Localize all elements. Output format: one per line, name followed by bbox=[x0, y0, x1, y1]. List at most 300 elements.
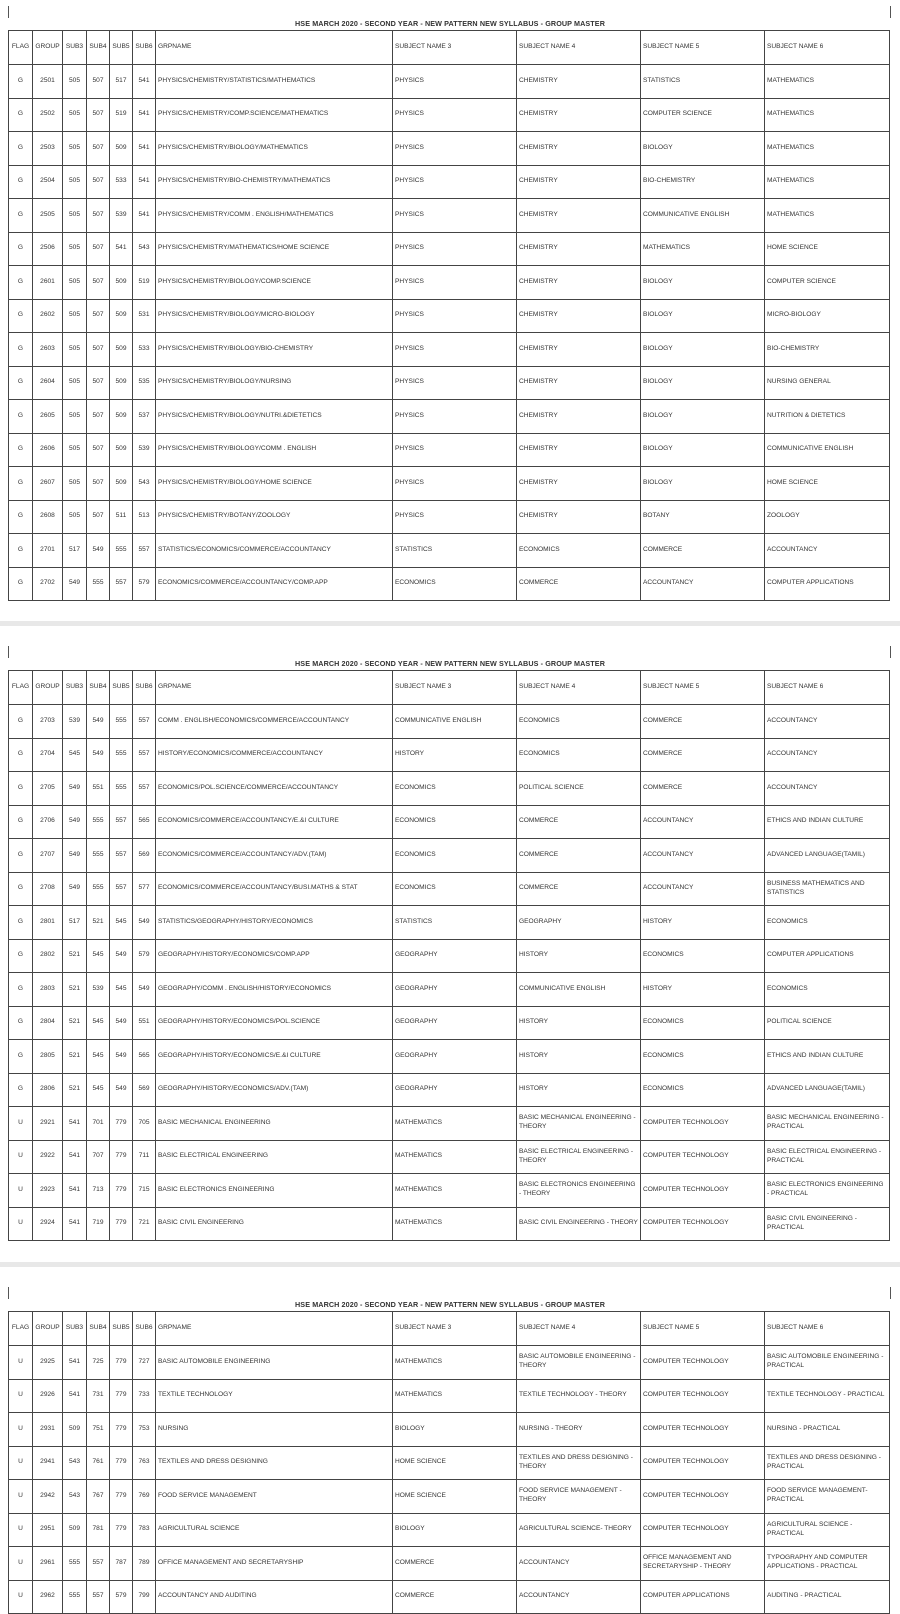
cell-sub5: 511 bbox=[110, 500, 133, 534]
cell-flag: G bbox=[9, 366, 33, 400]
cell-sub5: 779 bbox=[110, 1413, 133, 1447]
cell-flag: G bbox=[9, 939, 33, 973]
cell-subject-name-3: GEOGRAPHY bbox=[393, 973, 517, 1007]
column-header-subject-name-5: SUBJECT NAME 5 bbox=[641, 671, 765, 705]
table-row bbox=[9, 366, 890, 400]
cell-flag: G bbox=[9, 132, 33, 166]
table-row bbox=[9, 1073, 890, 1107]
table-row bbox=[9, 772, 890, 806]
cell-sub3: 541 bbox=[63, 1140, 87, 1174]
cell-subject-name-5: COMMERCE bbox=[641, 534, 765, 568]
cell-group: 2802 bbox=[33, 939, 63, 973]
cell-flag: U bbox=[9, 1207, 33, 1241]
cell-sub5: 557 bbox=[110, 839, 133, 873]
cell-subject-name-6: MATHEMATICS bbox=[765, 65, 890, 99]
cell-flag: U bbox=[9, 1480, 33, 1514]
cell-sub3: 521 bbox=[63, 973, 87, 1007]
cell-sub5: 555 bbox=[110, 705, 133, 739]
cell-sub3: 549 bbox=[63, 872, 87, 906]
table-header-row bbox=[9, 1312, 890, 1346]
column-header-sub5: SUB5 bbox=[110, 671, 133, 705]
cell-subject-name-4: BASIC CIVIL ENGINEERING - THEORY bbox=[517, 1207, 641, 1241]
cell-sub5: 557 bbox=[110, 872, 133, 906]
cell-subject-name-6: COMMUNICATIVE ENGLISH bbox=[765, 433, 890, 467]
cell-group: 2706 bbox=[33, 805, 63, 839]
cell-flag: G bbox=[9, 973, 33, 1007]
table-row bbox=[9, 939, 890, 973]
cell-sub4: 507 bbox=[87, 132, 110, 166]
cell-sub3: 517 bbox=[63, 534, 87, 568]
cell-subject-name-5: BIOLOGY bbox=[641, 299, 765, 333]
column-header-sub3: SUB3 bbox=[63, 1312, 87, 1346]
cell-flag: U bbox=[9, 1140, 33, 1174]
cell-sub3: 505 bbox=[63, 266, 87, 300]
cell-subject-name-5: BIOLOGY bbox=[641, 333, 765, 367]
cell-subject-name-5: COMPUTER TECHNOLOGY bbox=[641, 1346, 765, 1380]
cell-sub4: 545 bbox=[87, 1040, 110, 1074]
table-row bbox=[9, 906, 890, 940]
cell-sub4: 507 bbox=[87, 366, 110, 400]
cell-sub4: 507 bbox=[87, 467, 110, 501]
cell-sub6: 569 bbox=[133, 1073, 156, 1107]
cell-subject-name-4: CHEMISTRY bbox=[517, 199, 641, 233]
cell-subject-name-4: ACCOUNTANCY bbox=[517, 1547, 641, 1581]
cell-flag: G bbox=[9, 333, 33, 367]
cell-subject-name-5: ECONOMICS bbox=[641, 1006, 765, 1040]
cell-group: 2703 bbox=[33, 705, 63, 739]
cell-group: 2951 bbox=[33, 1513, 63, 1547]
cell-flag: G bbox=[9, 199, 33, 233]
cell-sub4: 545 bbox=[87, 1006, 110, 1040]
cell-subject-name-5: ACCOUNTANCY bbox=[641, 805, 765, 839]
column-header-sub3: SUB3 bbox=[63, 671, 87, 705]
cell-group: 2501 bbox=[33, 65, 63, 99]
column-header-grpname: GRPNAME bbox=[156, 671, 393, 705]
cell-subject-name-4: CHEMISTRY bbox=[517, 132, 641, 166]
cell-subject-name-4: HISTORY bbox=[517, 939, 641, 973]
cell-subject-name-4: CHEMISTRY bbox=[517, 65, 641, 99]
table-header-row bbox=[9, 31, 890, 65]
cell-subject-name-6: NUTRITION & DIETETICS bbox=[765, 400, 890, 434]
cell-subject-name-3: GEOGRAPHY bbox=[393, 1040, 517, 1074]
cell-subject-name-4: CHEMISTRY bbox=[517, 433, 641, 467]
table-row bbox=[9, 1379, 890, 1413]
cell-group: 2922 bbox=[33, 1140, 63, 1174]
cell-group: 2701 bbox=[33, 534, 63, 568]
cell-subject-name-3: MATHEMATICS bbox=[393, 1140, 517, 1174]
cell-sub4: 507 bbox=[87, 400, 110, 434]
cell-sub5: 545 bbox=[110, 906, 133, 940]
cell-group: 2503 bbox=[33, 132, 63, 166]
cell-sub6: 513 bbox=[133, 500, 156, 534]
cell-sub3: 517 bbox=[63, 906, 87, 940]
cell-subject-name-5: ECONOMICS bbox=[641, 1073, 765, 1107]
cell-subject-name-3: COMMUNICATIVE ENGLISH bbox=[393, 705, 517, 739]
cell-grpname: ECONOMICS/COMMERCE/ACCOUNTANCY/E.&I CULTURE bbox=[156, 805, 393, 839]
cell-sub5: 779 bbox=[110, 1446, 133, 1480]
cell-subject-name-5: COMPUTER TECHNOLOGY bbox=[641, 1513, 765, 1547]
cell-sub6: 557 bbox=[133, 534, 156, 568]
column-header-grpname: GRPNAME bbox=[156, 31, 393, 65]
cell-sub5: 549 bbox=[110, 1040, 133, 1074]
cell-group: 2702 bbox=[33, 567, 63, 601]
column-header-grpname: GRPNAME bbox=[156, 1312, 393, 1346]
cell-flag: G bbox=[9, 1073, 33, 1107]
cell-sub3: 549 bbox=[63, 839, 87, 873]
cell-flag: G bbox=[9, 433, 33, 467]
table-row bbox=[9, 1513, 890, 1547]
table-row bbox=[9, 567, 890, 601]
cell-sub6: 733 bbox=[133, 1379, 156, 1413]
cell-group: 2806 bbox=[33, 1073, 63, 1107]
cell-sub4: 761 bbox=[87, 1446, 110, 1480]
cell-subject-name-6: ECONOMICS bbox=[765, 906, 890, 940]
cell-grpname: BASIC MECHANICAL ENGINEERING bbox=[156, 1107, 393, 1141]
table-row bbox=[9, 973, 890, 1007]
cell-grpname: PHYSICS/CHEMISTRY/COMP.SCIENCE/MATHEMATICS bbox=[156, 98, 393, 132]
cell-grpname: PHYSICS/CHEMISTRY/BIOLOGY/MATHEMATICS bbox=[156, 132, 393, 166]
cell-flag: U bbox=[9, 1580, 33, 1614]
cell-sub6: 549 bbox=[133, 973, 156, 1007]
cell-sub3: 505 bbox=[63, 132, 87, 166]
cell-sub6: 577 bbox=[133, 872, 156, 906]
cell-sub5: 555 bbox=[110, 772, 133, 806]
cell-subject-name-6: NURSING GENERAL bbox=[765, 366, 890, 400]
table-row bbox=[9, 1480, 890, 1514]
cell-subject-name-3: BIOLOGY bbox=[393, 1413, 517, 1447]
cell-subject-name-5: COMPUTER TECHNOLOGY bbox=[641, 1379, 765, 1413]
cell-flag: U bbox=[9, 1413, 33, 1447]
cell-sub6: 715 bbox=[133, 1174, 156, 1208]
cell-sub3: 505 bbox=[63, 366, 87, 400]
column-header-subject-name-5: SUBJECT NAME 5 bbox=[641, 1312, 765, 1346]
cell-grpname: ACCOUNTANCY AND AUDITING bbox=[156, 1580, 393, 1614]
cell-subject-name-3: ECONOMICS bbox=[393, 772, 517, 806]
cell-sub4: 507 bbox=[87, 199, 110, 233]
cell-sub6: 565 bbox=[133, 1040, 156, 1074]
column-header-sub5: SUB5 bbox=[110, 31, 133, 65]
document-page-1 bbox=[0, 0, 900, 620]
cell-subject-name-6: ADVANCED LANGUAGE(TAMIL) bbox=[765, 1073, 890, 1107]
cell-sub6: 565 bbox=[133, 805, 156, 839]
page-title: HSE MARCH 2020 - SECOND YEAR - NEW PATTERN NEW SYLLABUS - GROUP MASTER bbox=[295, 1300, 605, 1309]
cell-sub5: 509 bbox=[110, 266, 133, 300]
cell-sub3: 555 bbox=[63, 1580, 87, 1614]
cell-subject-name-6: TEXTILE TECHNOLOGY - PRACTICAL bbox=[765, 1379, 890, 1413]
cell-subject-name-3: STATISTICS bbox=[393, 906, 517, 940]
table-row bbox=[9, 1207, 890, 1241]
cell-flag: G bbox=[9, 500, 33, 534]
cell-subject-name-6: MATHEMATICS bbox=[765, 98, 890, 132]
table-row bbox=[9, 400, 890, 434]
cell-subject-name-5: BIOLOGY bbox=[641, 132, 765, 166]
column-header-subject-name-4: SUBJECT NAME 4 bbox=[517, 1312, 641, 1346]
cell-subject-name-6: POLITICAL SCIENCE bbox=[765, 1006, 890, 1040]
cell-subject-name-3: PHYSICS bbox=[393, 165, 517, 199]
cell-subject-name-6: COMPUTER APPLICATIONS bbox=[765, 567, 890, 601]
cell-group: 2926 bbox=[33, 1379, 63, 1413]
page-separator bbox=[0, 621, 900, 626]
table-row bbox=[9, 433, 890, 467]
cell-subject-name-3: GEOGRAPHY bbox=[393, 939, 517, 973]
table-row bbox=[9, 1040, 890, 1074]
cell-grpname: PHYSICS/CHEMISTRY/BIOLOGY/MICRO-BIOLOGY bbox=[156, 299, 393, 333]
cell-group: 2502 bbox=[33, 98, 63, 132]
cell-sub5: 545 bbox=[110, 973, 133, 1007]
cell-grpname: AGRICULTURAL SCIENCE bbox=[156, 1513, 393, 1547]
cell-sub5: 779 bbox=[110, 1107, 133, 1141]
cell-subject-name-4: COMMERCE bbox=[517, 567, 641, 601]
cell-group: 2708 bbox=[33, 872, 63, 906]
column-header-flag: FLAG bbox=[9, 31, 33, 65]
cell-sub6: 753 bbox=[133, 1413, 156, 1447]
cell-sub3: 543 bbox=[63, 1446, 87, 1480]
cell-sub6: 551 bbox=[133, 1006, 156, 1040]
cell-subject-name-4: HISTORY bbox=[517, 1040, 641, 1074]
table-row bbox=[9, 1346, 890, 1380]
cell-subject-name-3: BIOLOGY bbox=[393, 1513, 517, 1547]
cell-sub3: 505 bbox=[63, 500, 87, 534]
cell-subject-name-5: HISTORY bbox=[641, 973, 765, 1007]
cell-grpname: PHYSICS/CHEMISTRY/BIOLOGY/BIO-CHEMISTRY bbox=[156, 333, 393, 367]
cell-sub6: 763 bbox=[133, 1446, 156, 1480]
cell-subject-name-6: BASIC ELECTRONICS ENGINEERING - PRACTICAL bbox=[765, 1174, 890, 1208]
cell-sub3: 509 bbox=[63, 1413, 87, 1447]
cell-subject-name-6: ADVANCED LANGUAGE(TAMIL) bbox=[765, 839, 890, 873]
cell-subject-name-5: ECONOMICS bbox=[641, 939, 765, 973]
cell-subject-name-6: TYPOGRAPHY AND COMPUTER APPLICATIONS - PRACTICAL bbox=[765, 1547, 890, 1581]
cell-sub5: 509 bbox=[110, 366, 133, 400]
cell-group: 2941 bbox=[33, 1446, 63, 1480]
cell-subject-name-4: TEXTILES AND DRESS DESIGNING - THEORY bbox=[517, 1446, 641, 1480]
cell-sub6: 705 bbox=[133, 1107, 156, 1141]
cell-sub4: 551 bbox=[87, 772, 110, 806]
cell-grpname: PHYSICS/CHEMISTRY/BIOLOGY/NURSING bbox=[156, 366, 393, 400]
cell-sub4: 507 bbox=[87, 165, 110, 199]
cell-sub6: 579 bbox=[133, 567, 156, 601]
cell-subject-name-5: ACCOUNTANCY bbox=[641, 839, 765, 873]
cell-subject-name-6: FOOD SERVICE MANAGEMENT- PRACTICAL bbox=[765, 1480, 890, 1514]
table-row bbox=[9, 132, 890, 166]
cell-subject-name-6: COMPUTER SCIENCE bbox=[765, 266, 890, 300]
cell-sub6: 557 bbox=[133, 705, 156, 739]
cell-subject-name-6: COMPUTER APPLICATIONS bbox=[765, 939, 890, 973]
table-row bbox=[9, 872, 890, 906]
cell-sub6: 769 bbox=[133, 1480, 156, 1514]
cell-subject-name-6: NURSING - PRACTICAL bbox=[765, 1413, 890, 1447]
column-header-sub6: SUB6 bbox=[133, 1312, 156, 1346]
cell-subject-name-5: COMPUTER SCIENCE bbox=[641, 98, 765, 132]
page-frame bbox=[8, 646, 891, 658]
cell-grpname: PHYSICS/CHEMISTRY/BIOLOGY/HOME SCIENCE bbox=[156, 467, 393, 501]
cell-sub4: 731 bbox=[87, 1379, 110, 1413]
page-separator bbox=[0, 1262, 900, 1267]
cell-grpname: GEOGRAPHY/HISTORY/ECONOMICS/E.&I CULTURE bbox=[156, 1040, 393, 1074]
cell-sub3: 505 bbox=[63, 400, 87, 434]
cell-subject-name-4: COMMUNICATIVE ENGLISH bbox=[517, 973, 641, 1007]
cell-group: 2607 bbox=[33, 467, 63, 501]
cell-group: 2803 bbox=[33, 973, 63, 1007]
cell-sub5: 779 bbox=[110, 1513, 133, 1547]
column-header-group: GROUP bbox=[33, 671, 63, 705]
cell-sub6: 541 bbox=[133, 165, 156, 199]
cell-flag: G bbox=[9, 872, 33, 906]
cell-sub3: 541 bbox=[63, 1174, 87, 1208]
cell-sub4: 555 bbox=[87, 872, 110, 906]
cell-grpname: PHYSICS/CHEMISTRY/BIO-CHEMISTRY/MATHEMATICS bbox=[156, 165, 393, 199]
cell-sub4: 507 bbox=[87, 266, 110, 300]
cell-subject-name-4: CHEMISTRY bbox=[517, 333, 641, 367]
cell-subject-name-6: HOME SCIENCE bbox=[765, 232, 890, 266]
cell-subject-name-6: MATHEMATICS bbox=[765, 165, 890, 199]
cell-sub6: 727 bbox=[133, 1346, 156, 1380]
cell-sub4: 751 bbox=[87, 1413, 110, 1447]
cell-subject-name-4: BASIC AUTOMOBILE ENGINEERING - THEORY bbox=[517, 1346, 641, 1380]
cell-subject-name-5: BIOLOGY bbox=[641, 467, 765, 501]
cell-grpname: PHYSICS/CHEMISTRY/BIOLOGY/COMP.SCIENCE bbox=[156, 266, 393, 300]
cell-sub5: 509 bbox=[110, 433, 133, 467]
cell-sub4: 507 bbox=[87, 299, 110, 333]
column-header-subject-name-3: SUBJECT NAME 3 bbox=[393, 1312, 517, 1346]
cell-subject-name-6: MATHEMATICS bbox=[765, 132, 890, 166]
table-row bbox=[9, 333, 890, 367]
cell-flag: G bbox=[9, 165, 33, 199]
cell-subject-name-6: AUDITING - PRACTICAL bbox=[765, 1580, 890, 1614]
cell-subject-name-5: COMPUTER TECHNOLOGY bbox=[641, 1413, 765, 1447]
cell-subject-name-5: COMPUTER TECHNOLOGY bbox=[641, 1446, 765, 1480]
cell-flag: G bbox=[9, 772, 33, 806]
cell-subject-name-3: MATHEMATICS bbox=[393, 1346, 517, 1380]
cell-subject-name-3: ECONOMICS bbox=[393, 839, 517, 873]
cell-sub3: 521 bbox=[63, 939, 87, 973]
table-row bbox=[9, 165, 890, 199]
cell-subject-name-3: COMMERCE bbox=[393, 1580, 517, 1614]
cell-subject-name-3: COMMERCE bbox=[393, 1547, 517, 1581]
cell-subject-name-3: HOME SCIENCE bbox=[393, 1446, 517, 1480]
cell-sub3: 505 bbox=[63, 65, 87, 99]
column-header-group: GROUP bbox=[33, 1312, 63, 1346]
table-row bbox=[9, 738, 890, 772]
cell-sub5: 509 bbox=[110, 132, 133, 166]
cell-group: 2608 bbox=[33, 500, 63, 534]
cell-subject-name-4: ECONOMICS bbox=[517, 738, 641, 772]
cell-group: 2603 bbox=[33, 333, 63, 367]
cell-flag: G bbox=[9, 906, 33, 940]
table-row bbox=[9, 1107, 890, 1141]
table-row bbox=[9, 534, 890, 568]
table-row bbox=[9, 839, 890, 873]
table-row bbox=[9, 1140, 890, 1174]
cell-flag: G bbox=[9, 467, 33, 501]
table-row bbox=[9, 1446, 890, 1480]
column-header-sub4: SUB4 bbox=[87, 31, 110, 65]
cell-flag: G bbox=[9, 705, 33, 739]
cell-group: 2505 bbox=[33, 199, 63, 233]
cell-grpname: HISTORY/ECONOMICS/COMMERCE/ACCOUNTANCY bbox=[156, 738, 393, 772]
table-row bbox=[9, 232, 890, 266]
column-header-subject-name-4: SUBJECT NAME 4 bbox=[517, 31, 641, 65]
cell-group: 2961 bbox=[33, 1547, 63, 1581]
cell-subject-name-3: GEOGRAPHY bbox=[393, 1073, 517, 1107]
cell-group: 2601 bbox=[33, 266, 63, 300]
column-header-flag: FLAG bbox=[9, 671, 33, 705]
cell-subject-name-4: CHEMISTRY bbox=[517, 467, 641, 501]
cell-subject-name-6: ZOOLOGY bbox=[765, 500, 890, 534]
cell-sub5: 555 bbox=[110, 534, 133, 568]
cell-subject-name-6: ECONOMICS bbox=[765, 973, 890, 1007]
cell-subject-name-6: BASIC AUTOMOBILE ENGINEERING - PRACTICAL bbox=[765, 1346, 890, 1380]
cell-subject-name-5: COMPUTER TECHNOLOGY bbox=[641, 1107, 765, 1141]
cell-sub5: 517 bbox=[110, 65, 133, 99]
cell-sub5: 787 bbox=[110, 1547, 133, 1581]
cell-subject-name-3: MATHEMATICS bbox=[393, 1174, 517, 1208]
cell-sub6: 541 bbox=[133, 98, 156, 132]
cell-subject-name-6: MICRO-BIOLOGY bbox=[765, 299, 890, 333]
cell-group: 2605 bbox=[33, 400, 63, 434]
cell-group: 2705 bbox=[33, 772, 63, 806]
cell-subject-name-3: MATHEMATICS bbox=[393, 1379, 517, 1413]
cell-subject-name-3: PHYSICS bbox=[393, 433, 517, 467]
cell-group: 2704 bbox=[33, 738, 63, 772]
cell-group: 2606 bbox=[33, 433, 63, 467]
cell-sub5: 519 bbox=[110, 98, 133, 132]
cell-sub6: 539 bbox=[133, 433, 156, 467]
cell-subject-name-6: TEXTILES AND DRESS DESIGNING - PRACTICAL bbox=[765, 1446, 890, 1480]
table-row bbox=[9, 1006, 890, 1040]
cell-grpname: PHYSICS/CHEMISTRY/BIOLOGY/NUTRI.&DIETETICS bbox=[156, 400, 393, 434]
cell-sub4: 507 bbox=[87, 433, 110, 467]
table-row bbox=[9, 266, 890, 300]
page-title: HSE MARCH 2020 - SECOND YEAR - NEW PATTERN NEW SYLLABUS - GROUP MASTER bbox=[295, 19, 605, 28]
cell-flag: G bbox=[9, 1040, 33, 1074]
cell-sub3: 505 bbox=[63, 333, 87, 367]
cell-subject-name-5: COMPUTER TECHNOLOGY bbox=[641, 1480, 765, 1514]
cell-subject-name-3: GEOGRAPHY bbox=[393, 1006, 517, 1040]
cell-grpname: GEOGRAPHY/HISTORY/ECONOMICS/ADV.(TAM) bbox=[156, 1073, 393, 1107]
cell-sub3: 539 bbox=[63, 705, 87, 739]
cell-grpname: BASIC AUTOMOBILE ENGINEERING bbox=[156, 1346, 393, 1380]
cell-subject-name-6: BASIC MECHANICAL ENGINEERING - PRACTICAL bbox=[765, 1107, 890, 1141]
cell-sub4: 507 bbox=[87, 333, 110, 367]
cell-group: 2942 bbox=[33, 1480, 63, 1514]
cell-sub6: 533 bbox=[133, 333, 156, 367]
cell-grpname: NURSING bbox=[156, 1413, 393, 1447]
cell-subject-name-3: HOME SCIENCE bbox=[393, 1480, 517, 1514]
cell-sub3: 521 bbox=[63, 1073, 87, 1107]
table-row bbox=[9, 98, 890, 132]
cell-subject-name-4: CHEMISTRY bbox=[517, 400, 641, 434]
cell-subject-name-5: COMPUTER APPLICATIONS bbox=[641, 1580, 765, 1614]
cell-subject-name-5: STATISTICS bbox=[641, 65, 765, 99]
cell-sub6: 557 bbox=[133, 738, 156, 772]
column-header-subject-name-4: SUBJECT NAME 4 bbox=[517, 671, 641, 705]
cell-sub4: 507 bbox=[87, 65, 110, 99]
cell-subject-name-6: ACCOUNTANCY bbox=[765, 705, 890, 739]
cell-subject-name-4: CHEMISTRY bbox=[517, 165, 641, 199]
cell-subject-name-6: AGRICULTURAL SCIENCE - PRACTICAL bbox=[765, 1513, 890, 1547]
cell-sub3: 541 bbox=[63, 1379, 87, 1413]
cell-subject-name-4: BASIC ELECTRICAL ENGINEERING - THEORY bbox=[517, 1140, 641, 1174]
cell-subject-name-3: MATHEMATICS bbox=[393, 1107, 517, 1141]
cell-sub3: 549 bbox=[63, 805, 87, 839]
cell-sub4: 545 bbox=[87, 1073, 110, 1107]
cell-subject-name-4: COMMERCE bbox=[517, 839, 641, 873]
cell-subject-name-3: PHYSICS bbox=[393, 400, 517, 434]
cell-sub5: 539 bbox=[110, 199, 133, 233]
column-header-subject-name-6: SUBJECT NAME 6 bbox=[765, 1312, 890, 1346]
cell-flag: U bbox=[9, 1446, 33, 1480]
cell-group: 2602 bbox=[33, 299, 63, 333]
